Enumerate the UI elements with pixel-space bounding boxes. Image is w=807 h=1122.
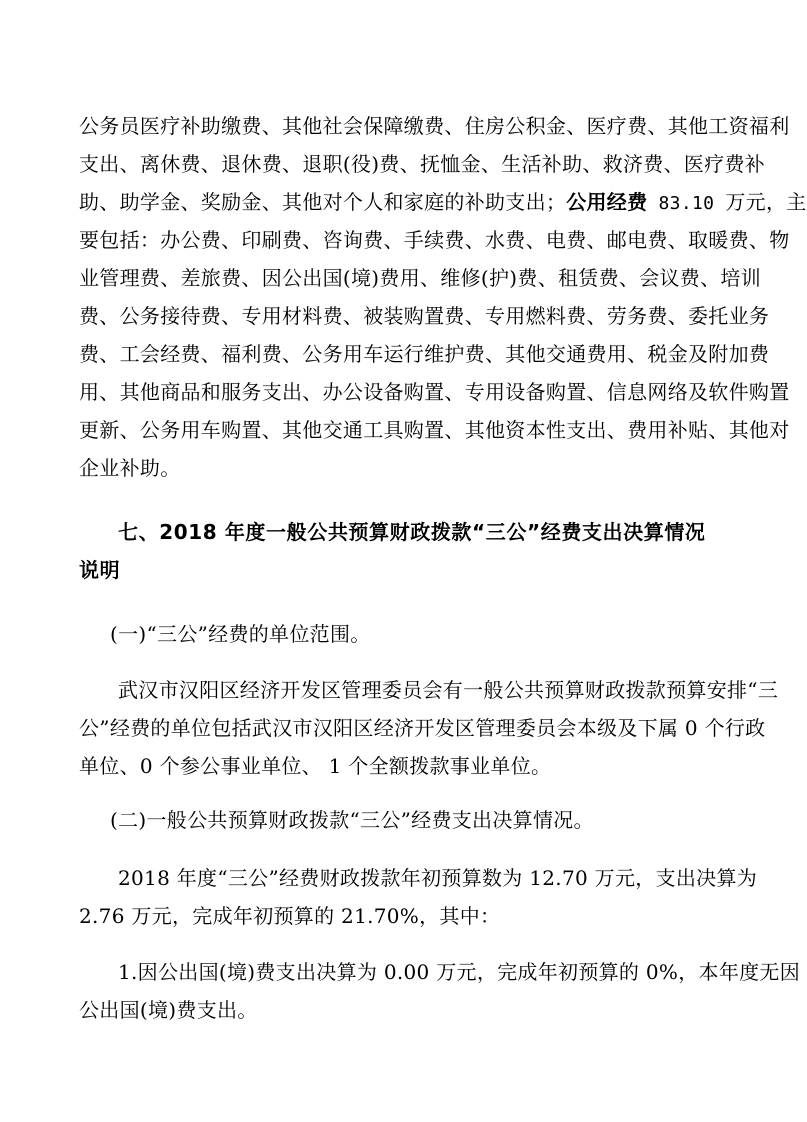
paragraph-line: 武汉市汉阳区经济开发区管理委员会有一般公共预算财政拨款预算安排“三 xyxy=(118,678,779,702)
paragraph-line xyxy=(79,190,807,216)
subsection-title: (一)“三公”经费的单位范围。 xyxy=(110,622,371,646)
list-item: 1.因公出国(境)费支出决算为 0.00 万元，完成年初预算的 0%，本年度无因 xyxy=(118,960,801,984)
paragraph-text: 万元，主 xyxy=(725,190,807,214)
paragraph-line: 用、其他商品和服务支出、办公设备购置、专用设备购置、信息网络及软件购置 xyxy=(79,380,790,404)
paragraph-line: 单位、0 个参公事业单位、 1 个全额拨款事业单位。 xyxy=(79,754,552,778)
paragraph-line: 更新、公务用车购置、其他交通工具购置、其他资本性支出、费用补贴、其他对 xyxy=(79,418,790,442)
paragraph-line: 费、工会经费、福利费、公务用车运行维护费、其他交通费用、税金及附加费 xyxy=(79,342,770,366)
paragraph-line: 公”经费的单位包括武汉市汉阳区经济开发区管理委员会本级及下属 0 个行政 xyxy=(79,716,766,740)
paragraph-line: 要包括：办公费、印刷费、咨询费、手续费、水费、电费、邮电费、取暖费、物 xyxy=(79,228,790,252)
paragraph-line: 2.76 万元，完成年初预算的 21.70%，其中： xyxy=(79,904,501,928)
paragraph-line: 公务员医疗补助缴费、其他社会保障缴费、住房公积金、医疗费、其他工资福利 xyxy=(79,114,790,138)
paragraph-text: 助、助学金、奖励金、其他对个人和家庭的补助支出； xyxy=(79,190,567,214)
public-expense-label: 公用经费 xyxy=(566,190,648,214)
list-item-continued: 公出国(境)费支出。 xyxy=(79,998,258,1022)
paragraph-line: 2018 年度“三公”经费财政拨款年初预算数为 12.70 万元，支出决算为 xyxy=(118,866,758,890)
paragraph-line: 业管理费、差旅费、因公出国(境)费用、维修(护)费、租赁费、会议费、培训 xyxy=(79,266,762,290)
section-heading: 七、2018 年度一般公共预算财政拨款“三公”经费支出决算情况 xyxy=(118,520,706,544)
section-heading-continued: 说明 xyxy=(79,558,121,582)
public-expense-amount: 83.10 xyxy=(647,193,726,214)
paragraph-line: 支出、离休费、退休费、退职(役)费、抚恤金、生活补助、救济费、医疗费补 xyxy=(79,152,766,176)
subsection-title: (二)一般公共预算财政拨款“三公”经费支出决算情况。 xyxy=(110,808,594,832)
paragraph-line: 费、公务接待费、专用材料费、被装购置费、专用燃料费、劳务费、委托业务 xyxy=(79,304,770,328)
paragraph-line: 企业补助。 xyxy=(79,456,181,480)
